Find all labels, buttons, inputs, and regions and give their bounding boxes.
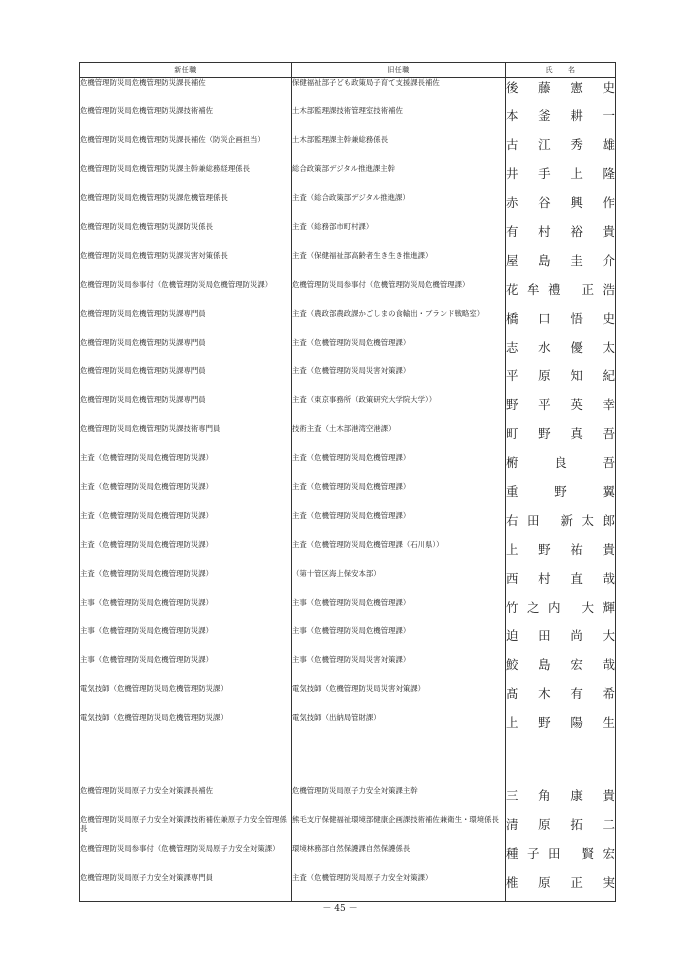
table-row — [80, 222, 616, 251]
new-post-cell: 主事（危機管理防災局危機管理防災課） — [80, 598, 292, 627]
table-row — [80, 540, 616, 569]
table-row — [80, 193, 616, 222]
new-post-cell: 主事（危機管理防災局危機管理防災課） — [80, 655, 292, 684]
table-row — [80, 482, 616, 511]
old-post-cell: 総合政策部デジタル推進課主幹 — [292, 164, 506, 193]
old-post-cell: 熊毛支庁保健福祉環境部健康企画課技術補佐兼衛生・環境係長 — [292, 815, 506, 844]
new-post-cell: 電気技師（危機管理防災局危機管理防災課） — [80, 713, 292, 742]
new-post-cell: 危機管理防災局危機管理防災課長補佐 — [80, 78, 292, 107]
table-row — [80, 135, 616, 164]
new-post-cell: 危機管理防災局危機管理防災課専門員 — [80, 395, 292, 424]
old-post-cell: 危機管理防災局参事付（危機管理防災局危機管理課） — [292, 280, 506, 309]
personnel-table-container — [79, 62, 615, 902]
person-name-cell: 清 原 拓 二 — [506, 815, 616, 844]
new-post-cell: 電気技師（危機管理防災局危機管理防災課） — [80, 684, 292, 713]
table-row — [80, 844, 616, 873]
table-row — [80, 309, 616, 338]
old-post-cell: 主査（危機管理防災局危機管理課（石川県）） — [292, 540, 506, 569]
old-post-cell: 主査（東京事務所（政策研究大学院大学）） — [292, 395, 506, 424]
old-post-cell: 主査（危機管理防災局危機管理課） — [292, 338, 506, 367]
person-name-cell: 竹之内 大輝 — [506, 598, 616, 627]
person-name-cell: 迫 田 尚 大 — [506, 626, 616, 655]
person-name-cell: 屋 島 圭 介 — [506, 251, 616, 280]
old-post-cell: 保健福祉部子ども政策局子育て支援課長補佐 — [292, 78, 506, 107]
new-post-cell: 危機管理防災局危機管理防災課技術補佐 — [80, 106, 292, 135]
new-post-cell: 危機管理防災局危機管理防災課防災係長 — [80, 222, 292, 251]
old-post-cell: 主事（危機管理防災局危機管理課） — [292, 598, 506, 627]
old-post-cell: 土木部監理課技術管理室技術補佐 — [292, 106, 506, 135]
old-post-cell: 危機管理防災局原子力安全対策課主幹 — [292, 786, 506, 815]
section-spacer-row — [80, 742, 616, 786]
table-row — [80, 598, 616, 627]
new-post-cell: 危機管理防災局危機管理防災課主幹兼総務経理係長 — [80, 164, 292, 193]
person-name-cell: 西 村 直 哉 — [506, 569, 616, 598]
person-name-cell: 平 原 知 紀 — [506, 366, 616, 395]
person-name-cell: 椨 良 吾 — [506, 453, 616, 482]
person-name-cell: 本 釜 耕 一 — [506, 106, 616, 135]
new-post-cell: 危機管理防災局参事付（危機管理防災局原子力安全対策課） — [80, 844, 292, 873]
person-name-cell: 重 野 翼 — [506, 482, 616, 511]
table-row — [80, 511, 616, 540]
old-post-cell: 主事（危機管理防災局災害対策課） — [292, 655, 506, 684]
new-post-cell: 危機管理防災局危機管理防災課専門員 — [80, 309, 292, 338]
table-row — [80, 366, 616, 395]
table-row — [80, 626, 616, 655]
new-post-cell: 危機管理防災局危機管理防災課災害対策係長 — [80, 251, 292, 280]
person-name-cell: 上 野 祐 貴 — [506, 540, 616, 569]
spacer-cell — [292, 742, 506, 786]
old-post-cell: 主査（危機管理防災局危機管理課） — [292, 511, 506, 540]
table-header-row — [80, 63, 616, 78]
new-post-cell: 危機管理防災局危機管理防災課長補佐（防災企画担当） — [80, 135, 292, 164]
person-name-cell: 町 野 真 吾 — [506, 424, 616, 453]
person-name-cell: 後 藤 憲 史 — [506, 78, 616, 107]
table-row — [80, 395, 616, 424]
person-name-cell: 井 手 上 隆 — [506, 164, 616, 193]
person-name-cell: 鮫 島 宏 哉 — [506, 655, 616, 684]
person-name-cell: 種子田 賢宏 — [506, 844, 616, 873]
person-name-cell: 志 水 優 太 — [506, 338, 616, 367]
table-row — [80, 106, 616, 135]
spacer-cell — [80, 742, 292, 786]
old-post-cell: 電気技師（危機管理防災局災害対策課） — [292, 684, 506, 713]
new-post-cell: 主事（危機管理防災局危機管理防災課） — [80, 626, 292, 655]
person-name-cell: 右田 新太郎 — [506, 511, 616, 540]
roster-body — [80, 78, 616, 902]
person-name-cell: 橋 口 悟 史 — [506, 309, 616, 338]
table-row — [80, 815, 616, 844]
header-old-post: 旧任職 — [292, 63, 506, 78]
person-name-cell: 髙 木 有 希 — [506, 684, 616, 713]
new-post-cell: 主査（危機管理防災局危機管理防災課） — [80, 511, 292, 540]
old-post-cell: 主査（保健福祉部高齢者生き生き推進課） — [292, 251, 506, 280]
old-post-cell: 主事（危機管理防災局危機管理課） — [292, 626, 506, 655]
new-post-cell: 危機管理防災局参事付（危機管理防災局危機管理防災課） — [80, 280, 292, 309]
old-post-cell: 電気技師（出納局管財課） — [292, 713, 506, 742]
table-row — [80, 569, 616, 598]
new-post-cell: 危機管理防災局原子力安全対策課長補佐 — [80, 786, 292, 815]
new-post-cell: 危機管理防災局危機管理防災課専門員 — [80, 366, 292, 395]
new-post-cell: 主査（危機管理防災局危機管理防災課） — [80, 540, 292, 569]
person-name-cell: 赤 谷 興 作 — [506, 193, 616, 222]
old-post-cell: 環境林務部自然保護課自然保護係長 — [292, 844, 506, 873]
table-row — [80, 78, 616, 107]
old-post-cell: 主査（危機管理防災局危機管理課） — [292, 453, 506, 482]
header-name: 氏 名 — [506, 63, 616, 78]
person-name-cell: 花牟禮 正浩 — [506, 280, 616, 309]
personnel-roster-table — [79, 62, 616, 902]
old-post-cell: 主査（総合政策部デジタル推進課） — [292, 193, 506, 222]
table-row — [80, 453, 616, 482]
table-row — [80, 280, 616, 309]
table-row — [80, 338, 616, 367]
new-post-cell: 主査（危機管理防災局危機管理防災課） — [80, 569, 292, 598]
old-post-cell: 主査（農政部農政課かごしまの食輸出・ブランド戦略室） — [292, 309, 506, 338]
new-post-cell: 危機管理防災局危機管理防災課危機管理係長 — [80, 193, 292, 222]
new-post-cell: 危機管理防災局原子力安全対策課技術補佐兼原子力安全管理係長 — [80, 815, 292, 844]
person-name-cell: 椎 原 正 実 — [506, 873, 616, 902]
table-row — [80, 164, 616, 193]
person-name-cell: 有 村 裕 貴 — [506, 222, 616, 251]
person-name-cell: 三 角 康 貴 — [506, 786, 616, 815]
table-row — [80, 713, 616, 742]
old-post-cell: 技術主査（土木部港湾空港課） — [292, 424, 506, 453]
person-name-cell: 上 野 陽 生 — [506, 713, 616, 742]
table-row — [80, 424, 616, 453]
new-post-cell: 主査（危機管理防災局危機管理防災課） — [80, 453, 292, 482]
table-row — [80, 786, 616, 815]
table-row — [80, 873, 616, 902]
table-row — [80, 655, 616, 684]
spacer-cell — [506, 742, 616, 786]
old-post-cell: （第十管区海上保安本部） — [292, 569, 506, 598]
new-post-cell: 危機管理防災局原子力安全対策課専門員 — [80, 873, 292, 902]
table-row — [80, 684, 616, 713]
old-post-cell: 主査（危機管理防災局災害対策課） — [292, 366, 506, 395]
new-post-cell: 主査（危機管理防災局危機管理防災課） — [80, 482, 292, 511]
new-post-cell: 危機管理防災局危機管理防災課技術専門員 — [80, 424, 292, 453]
old-post-cell: 土木部監理課主幹兼総務係長 — [292, 135, 506, 164]
old-post-cell: 主査（危機管理防災局原子力安全対策課） — [292, 873, 506, 902]
person-name-cell: 古 江 秀 雄 — [506, 135, 616, 164]
table-row — [80, 251, 616, 280]
person-name-cell: 野 平 英 幸 — [506, 395, 616, 424]
old-post-cell: 主査（危機管理防災局危機管理課） — [292, 482, 506, 511]
new-post-cell: 危機管理防災局危機管理防災課専門員 — [80, 338, 292, 367]
header-new-post: 新任職 — [80, 63, 292, 78]
old-post-cell: 主査（総務部市町村課） — [292, 222, 506, 251]
page-number: － 45 － — [322, 904, 358, 914]
